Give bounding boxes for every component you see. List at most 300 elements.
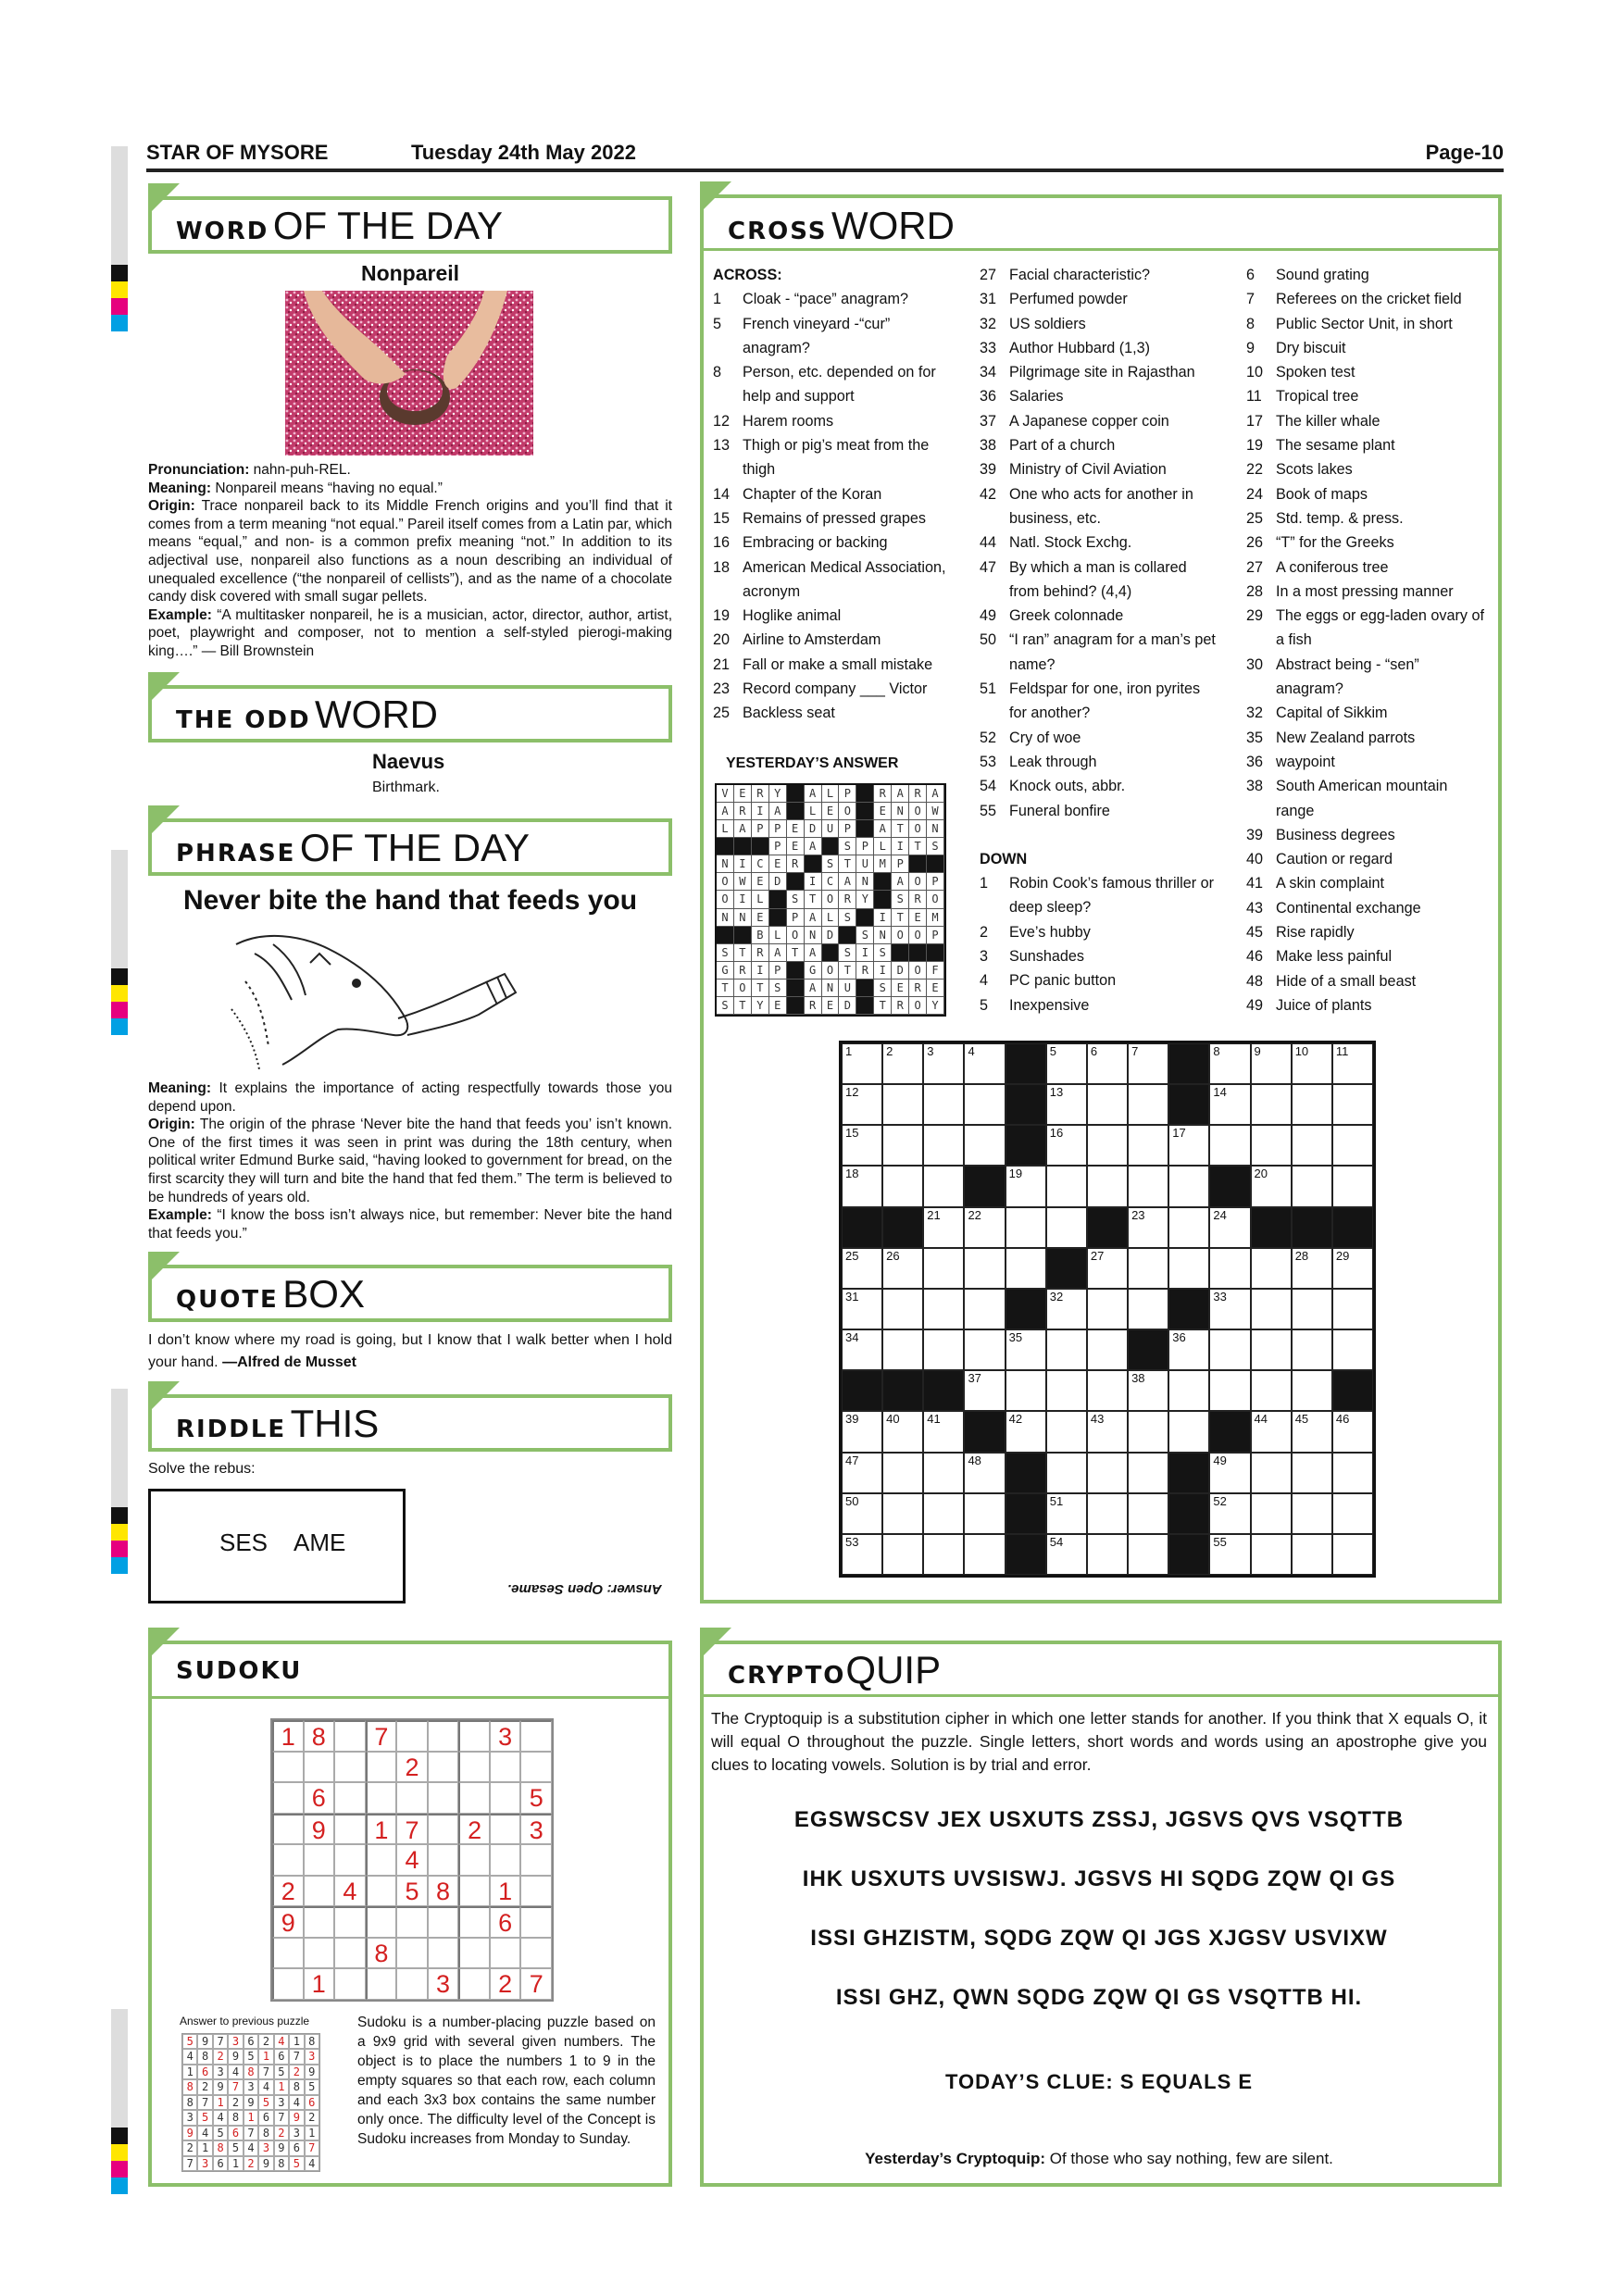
crossword-cell[interactable] xyxy=(964,1493,1005,1534)
crossword-cell[interactable] xyxy=(923,1084,964,1125)
answer-cell: E xyxy=(734,785,752,803)
sudoku-cell[interactable] xyxy=(458,1782,490,1814)
sudoku-cell[interactable] xyxy=(428,1938,459,1969)
crossword-cell[interactable] xyxy=(1292,1166,1332,1206)
answer-cell: I xyxy=(734,891,752,908)
crossword-cell[interactable]: 19 xyxy=(1006,1166,1046,1206)
sudoku-cell[interactable]: 3 xyxy=(490,1720,521,1752)
sudoku-cell[interactable] xyxy=(458,1720,490,1752)
crossword-cell[interactable]: 28 xyxy=(1292,1248,1332,1289)
crossword-cell[interactable]: 48 xyxy=(964,1453,1005,1493)
crossword-cell[interactable] xyxy=(1332,1125,1373,1166)
answer-cell: 3 xyxy=(258,2140,273,2155)
sudoku-cell[interactable]: 1 xyxy=(490,1876,521,1907)
crossword-cell[interactable] xyxy=(1087,1453,1128,1493)
sudoku-cell[interactable] xyxy=(490,1844,521,1876)
clue-text: Remains of pressed grapes xyxy=(743,509,926,527)
sudoku-cell[interactable] xyxy=(520,1906,552,1938)
crossword-cell[interactable] xyxy=(882,1329,923,1370)
answer-cell: P xyxy=(752,820,769,838)
sudoku-cell[interactable]: 3 xyxy=(520,1814,552,1845)
sudoku-cell[interactable]: 8 xyxy=(366,1938,397,1969)
sudoku-cell[interactable] xyxy=(304,1752,335,1783)
answer-cell: 3 xyxy=(274,2095,289,2110)
crossword-cell[interactable]: 36 xyxy=(1168,1329,1209,1370)
crossword-cell[interactable]: 38 xyxy=(1128,1370,1168,1411)
sudoku-cell[interactable] xyxy=(396,1968,428,2000)
sudoku-cell[interactable] xyxy=(520,1844,552,1876)
crossword-cell[interactable] xyxy=(1087,1370,1128,1411)
answer-cell: S xyxy=(839,909,856,927)
sudoku-cell[interactable]: 9 xyxy=(304,1814,335,1845)
answer-cell: 7 xyxy=(228,2079,243,2094)
clue-number: 1 xyxy=(980,875,989,892)
sudoku-cell[interactable] xyxy=(272,1814,304,1845)
clue-item xyxy=(980,677,1217,726)
sudoku-cell[interactable]: 3 xyxy=(428,1968,459,2000)
crossword-cell[interactable] xyxy=(1168,1248,1209,1289)
crossword-cell[interactable] xyxy=(1332,1453,1373,1493)
crossword-cell[interactable] xyxy=(882,1453,923,1493)
sudoku-cell[interactable]: 2 xyxy=(272,1876,304,1907)
black-square xyxy=(1006,1125,1046,1166)
crossword-cell[interactable] xyxy=(1209,1125,1250,1166)
crossword-cell[interactable] xyxy=(923,1166,964,1206)
crossword-cell[interactable] xyxy=(923,1329,964,1370)
sudoku-cell[interactable]: 1 xyxy=(366,1814,397,1845)
crossword-cell[interactable] xyxy=(923,1453,964,1493)
crossword-cell[interactable] xyxy=(1292,1453,1332,1493)
sudoku-cell[interactable] xyxy=(366,1876,397,1907)
crossword-cell[interactable] xyxy=(1128,1166,1168,1206)
answer-cell: 2 xyxy=(197,2079,212,2094)
crossword-cell[interactable] xyxy=(1087,1125,1128,1166)
crossword-cell[interactable]: 17 xyxy=(1168,1125,1209,1166)
sudoku-cell[interactable] xyxy=(366,1968,397,2000)
answer-cell: 8 xyxy=(182,2079,197,2094)
answer-cell: 7 xyxy=(305,2140,319,2155)
crossword-cell[interactable] xyxy=(1046,1453,1087,1493)
crossword-cell[interactable] xyxy=(923,1289,964,1329)
crossword-cell[interactable]: 13 xyxy=(1046,1084,1087,1125)
answer-cell: 2 xyxy=(258,2034,273,2049)
sudoku-cell[interactable] xyxy=(490,1782,521,1814)
answer-cell: E xyxy=(752,909,769,927)
sudoku-cell[interactable] xyxy=(396,1782,428,1814)
crossword-cell[interactable] xyxy=(1251,1493,1292,1534)
clue-item xyxy=(980,555,1217,605)
sudoku-cell[interactable]: 2 xyxy=(396,1752,428,1783)
sudoku-cell[interactable] xyxy=(334,1968,366,2000)
crossword-cell[interactable]: 46 xyxy=(1332,1411,1373,1452)
sudoku-cell[interactable]: 7 xyxy=(396,1814,428,1845)
crossword-cell[interactable] xyxy=(1332,1329,1373,1370)
crossword-cell[interactable]: 16 xyxy=(1046,1125,1087,1166)
crossword-cell[interactable]: 25 xyxy=(842,1248,882,1289)
sudoku-cell[interactable] xyxy=(490,1752,521,1783)
crossword-cell[interactable] xyxy=(1128,1084,1168,1125)
sudoku-cell[interactable] xyxy=(304,1938,335,1969)
sudoku-cell[interactable] xyxy=(428,1844,459,1876)
clue-number: 11 xyxy=(1246,388,1262,406)
sudoku-cell[interactable] xyxy=(272,1938,304,1969)
crossword-cell[interactable] xyxy=(1292,1534,1332,1575)
crossword-cell[interactable] xyxy=(964,1289,1005,1329)
sudoku-cell[interactable]: 5 xyxy=(396,1876,428,1907)
crossword-cell[interactable]: 12 xyxy=(842,1084,882,1125)
sudoku-cell[interactable]: 4 xyxy=(396,1844,428,1876)
crossword-cell[interactable] xyxy=(882,1493,923,1534)
crossword-cell[interactable] xyxy=(1087,1534,1128,1575)
answer-cell: 2 xyxy=(182,2140,197,2155)
crossword-cell[interactable] xyxy=(964,1248,1005,1289)
answer-cell: O xyxy=(909,997,927,1015)
crossword-cell[interactable]: 11 xyxy=(1332,1043,1373,1084)
registration-strip xyxy=(111,2009,128,2194)
clue-text: Fall or make a small mistake xyxy=(743,655,933,673)
sudoku-cell[interactable] xyxy=(428,1814,459,1845)
crossword-cell[interactable]: 14 xyxy=(1209,1084,1250,1125)
crossword-cell[interactable] xyxy=(1128,1411,1168,1452)
crossword-cell[interactable]: 5 xyxy=(1046,1043,1087,1084)
crossword-cell[interactable]: 51 xyxy=(1046,1493,1087,1534)
registration-strip xyxy=(111,850,128,1035)
tab-corner-icon xyxy=(148,183,180,215)
crossword-cell[interactable]: 50 xyxy=(842,1493,882,1534)
crossword-cell[interactable]: 2 xyxy=(882,1043,923,1084)
crossword-cell[interactable] xyxy=(882,1125,923,1166)
sudoku-cell[interactable] xyxy=(520,1938,552,1969)
answer-cell: R xyxy=(856,962,874,980)
sudoku-cell[interactable] xyxy=(458,1968,490,2000)
crossword-cell[interactable]: 22 xyxy=(964,1207,1005,1248)
sudoku-cell[interactable]: 9 xyxy=(272,1906,304,1938)
crossword-cell[interactable] xyxy=(1332,1289,1373,1329)
crossword-cell[interactable] xyxy=(1128,1125,1168,1166)
sudoku-cell[interactable]: 5 xyxy=(520,1782,552,1814)
crossword-cell[interactable] xyxy=(1087,1329,1128,1370)
phrase-heading: PHRASE OF THE DAY xyxy=(148,818,672,876)
crossword-cell[interactable] xyxy=(1209,1370,1250,1411)
sudoku-cell[interactable] xyxy=(458,1752,490,1783)
crossword-cell[interactable]: 26 xyxy=(882,1248,923,1289)
crossword-cell[interactable] xyxy=(1332,1166,1373,1206)
riddle-heading: RIDDLE THIS xyxy=(148,1394,672,1452)
crossword-cell[interactable] xyxy=(1251,1289,1292,1329)
crossword-cell[interactable] xyxy=(882,1166,923,1206)
black-square xyxy=(717,838,734,855)
crossword-cell[interactable]: 20 xyxy=(1251,1166,1292,1206)
crossword-cell[interactable]: 3 xyxy=(923,1043,964,1084)
sudoku-cell[interactable] xyxy=(428,1906,459,1938)
crossword-cell[interactable]: 37 xyxy=(964,1370,1005,1411)
crossword-cell[interactable] xyxy=(1046,1370,1087,1411)
sudoku-cell[interactable]: 2 xyxy=(458,1814,490,1845)
answer-cell: W xyxy=(927,803,944,820)
crossword-cell[interactable] xyxy=(1128,1493,1168,1534)
crossword-cell[interactable] xyxy=(1292,1084,1332,1125)
sudoku-cell[interactable]: 1 xyxy=(304,1968,335,2000)
answer-cell: 2 xyxy=(228,2095,243,2110)
odd-word-heading: THE ODD WORD xyxy=(148,685,672,742)
crossword-cell[interactable] xyxy=(1251,1453,1292,1493)
crossword-cell[interactable] xyxy=(1006,1248,1046,1289)
page-header xyxy=(146,139,1504,172)
answer-cell: 4 xyxy=(305,2156,319,2171)
sudoku-cell[interactable] xyxy=(428,1752,459,1783)
sudoku-cell[interactable] xyxy=(366,1782,397,1814)
sudoku-cell[interactable] xyxy=(334,1782,366,1814)
crossword-cell[interactable]: 39 xyxy=(842,1411,882,1452)
sudoku-cell[interactable] xyxy=(396,1720,428,1752)
sudoku-cell[interactable] xyxy=(428,1720,459,1752)
clue-number: 30 xyxy=(1246,655,1264,673)
answer-cell: 4 xyxy=(213,2110,228,2125)
sudoku-cell[interactable]: 6 xyxy=(304,1782,335,1814)
crossword-cell[interactable] xyxy=(1251,1248,1292,1289)
crossword-cell[interactable] xyxy=(1209,1248,1250,1289)
clue-number: 5 xyxy=(713,315,722,332)
crossword-cell[interactable] xyxy=(923,1493,964,1534)
crossword-cell[interactable] xyxy=(1087,1289,1128,1329)
crossword-cell[interactable]: 4 xyxy=(964,1043,1005,1084)
answer-cell: N xyxy=(822,980,840,997)
crossword-cell[interactable] xyxy=(964,1125,1005,1166)
crossword-cell[interactable] xyxy=(964,1534,1005,1575)
riddle-prompt: Solve the rebus: xyxy=(148,1461,256,1477)
sudoku-cell[interactable] xyxy=(366,1906,397,1938)
crossword-cell[interactable] xyxy=(882,1084,923,1125)
sudoku-cell[interactable]: 2 xyxy=(490,1968,521,2000)
crossword-cell[interactable]: 35 xyxy=(1006,1329,1046,1370)
cryptoquip-rule xyxy=(702,1694,1500,1697)
answer-cell: D xyxy=(769,873,787,891)
clue-text: Knock outs, abbr. xyxy=(1009,778,1126,795)
sudoku-cell[interactable] xyxy=(428,1782,459,1814)
clue-text: In a most pressing manner xyxy=(1276,582,1454,600)
crossword-cell[interactable] xyxy=(1046,1166,1087,1206)
crossword-cell[interactable]: 47 xyxy=(842,1453,882,1493)
sudoku-cell[interactable] xyxy=(304,1906,335,1938)
sudoku-cell[interactable] xyxy=(490,1814,521,1845)
black-square xyxy=(882,1207,923,1248)
crossword-cell[interactable] xyxy=(1168,1207,1209,1248)
sudoku-cell[interactable] xyxy=(490,1938,521,1969)
crossword-cell[interactable] xyxy=(1087,1166,1128,1206)
sudoku-cell[interactable] xyxy=(334,1752,366,1783)
answer-cell: A xyxy=(892,785,909,803)
crossword-cell[interactable]: 44 xyxy=(1251,1411,1292,1452)
clue-text: A skin complaint xyxy=(1276,875,1384,892)
crossword-cell[interactable] xyxy=(1292,1289,1332,1329)
crossword-cell[interactable]: 23 xyxy=(1128,1207,1168,1248)
crossword-cell[interactable] xyxy=(1332,1493,1373,1534)
crossword-cell[interactable] xyxy=(1046,1329,1087,1370)
sudoku-cell[interactable] xyxy=(520,1876,552,1907)
sudoku-cell[interactable] xyxy=(458,1876,490,1907)
crossword-cell[interactable]: 34 xyxy=(842,1329,882,1370)
sudoku-cell[interactable] xyxy=(520,1720,552,1752)
crossword-cell[interactable] xyxy=(1332,1084,1373,1125)
answer-cell: M xyxy=(927,909,944,927)
sudoku-cell[interactable]: 4 xyxy=(334,1876,366,1907)
crossword-cell[interactable]: 43 xyxy=(1087,1411,1128,1452)
answer-cell: P xyxy=(769,962,787,980)
sudoku-panel: SUDOKU xyxy=(148,1641,672,2187)
sudoku-cell[interactable] xyxy=(334,1906,366,1938)
answer-cell: 9 xyxy=(274,2140,289,2155)
crossword-cell[interactable] xyxy=(964,1084,1005,1125)
sudoku-cell[interactable] xyxy=(396,1906,428,1938)
sudoku-cell[interactable] xyxy=(272,1752,304,1783)
clue-item xyxy=(1246,944,1489,968)
previous-answer-label: Answer to previous puzzle xyxy=(180,2015,310,2028)
clue-text: Inexpensive xyxy=(1009,996,1090,1014)
crossword-cell[interactable]: 1 xyxy=(842,1043,882,1084)
clue-text: Part of a church xyxy=(1009,437,1116,455)
clue-item xyxy=(980,774,1217,798)
crossword-cell[interactable] xyxy=(1128,1534,1168,1575)
rebus-box xyxy=(148,1489,406,1603)
crossword-cell[interactable]: 41 xyxy=(923,1411,964,1452)
sudoku-cell[interactable] xyxy=(334,1814,366,1845)
sudoku-cell[interactable] xyxy=(304,1844,335,1876)
crossword-cell[interactable]: 49 xyxy=(1209,1453,1250,1493)
answer-cell: 7 xyxy=(289,2049,304,2064)
sudoku-cell[interactable] xyxy=(366,1844,397,1876)
clue-text: Author Hubbard (1,3) xyxy=(1009,339,1151,356)
clue-item xyxy=(1246,433,1489,457)
crossword-cell[interactable]: 29 xyxy=(1332,1248,1373,1289)
crossword-cell[interactable] xyxy=(1209,1329,1250,1370)
answer-cell: G xyxy=(717,962,734,980)
crossword-cell[interactable]: 10 xyxy=(1292,1043,1332,1084)
crossword-cell[interactable] xyxy=(1292,1125,1332,1166)
sudoku-cell[interactable]: 8 xyxy=(304,1720,335,1752)
clue-text: Backless seat xyxy=(743,705,835,722)
crossword-cell[interactable]: 9 xyxy=(1251,1043,1292,1084)
sudoku-cell[interactable] xyxy=(272,1782,304,1814)
sudoku-cell[interactable]: 7 xyxy=(366,1720,397,1752)
crossword-cell[interactable] xyxy=(1128,1453,1168,1493)
crossword-cell[interactable] xyxy=(1128,1248,1168,1289)
black-square xyxy=(1006,1289,1046,1329)
crossword-cell[interactable] xyxy=(1006,1207,1046,1248)
crossword-cell[interactable]: 55 xyxy=(1209,1534,1250,1575)
crossword-cell[interactable]: 54 xyxy=(1046,1534,1087,1575)
crossword-cell[interactable]: 7 xyxy=(1128,1043,1168,1084)
sudoku-cell[interactable] xyxy=(396,1938,428,1969)
sudoku-cell[interactable] xyxy=(272,1968,304,2000)
crossword-cell[interactable] xyxy=(1168,1370,1209,1411)
answer-cell: 1 xyxy=(244,2110,258,2125)
crossword-cell[interactable]: 32 xyxy=(1046,1289,1087,1329)
registration-strip xyxy=(111,146,128,331)
sudoku-cell[interactable] xyxy=(366,1752,397,1783)
crossword-cell[interactable] xyxy=(1168,1166,1209,1206)
answer-cell: 7 xyxy=(197,2095,212,2110)
sudoku-cell[interactable] xyxy=(304,1876,335,1907)
sudoku-cell[interactable]: 7 xyxy=(520,1968,552,2000)
answer-cell: E xyxy=(769,997,787,1015)
black-square xyxy=(842,1207,882,1248)
crossword-cell[interactable] xyxy=(964,1329,1005,1370)
crossword-cell[interactable] xyxy=(1128,1289,1168,1329)
crossword-cell[interactable] xyxy=(1087,1493,1128,1534)
answer-cell: 5 xyxy=(305,2079,319,2094)
crossword-cell[interactable] xyxy=(1251,1125,1292,1166)
crossword-cell[interactable]: 53 xyxy=(842,1534,882,1575)
crossword-cell[interactable] xyxy=(1332,1534,1373,1575)
crossword-cell[interactable]: 15 xyxy=(842,1125,882,1166)
crossword-cell[interactable]: 18 xyxy=(842,1166,882,1206)
crossword-cell[interactable]: 27 xyxy=(1087,1248,1128,1289)
crossword-cell[interactable]: 42 xyxy=(1006,1411,1046,1452)
crossword-cell[interactable]: 52 xyxy=(1209,1493,1250,1534)
answer-cell: 8 xyxy=(182,2095,197,2110)
black-square xyxy=(856,785,874,803)
sudoku-cell[interactable]: 1 xyxy=(272,1720,304,1752)
crossword-cell[interactable] xyxy=(923,1534,964,1575)
crossword-cell[interactable] xyxy=(1046,1207,1087,1248)
crossword-cell[interactable] xyxy=(1046,1411,1087,1452)
crossword-cell[interactable]: 21 xyxy=(923,1207,964,1248)
crossword-cell[interactable] xyxy=(923,1248,964,1289)
crossword-cell[interactable] xyxy=(1251,1084,1292,1125)
crossword-cell[interactable]: 31 xyxy=(842,1289,882,1329)
crossword-cell[interactable] xyxy=(1251,1534,1292,1575)
crossword-cell[interactable] xyxy=(1292,1370,1332,1411)
sudoku-cell[interactable] xyxy=(458,1844,490,1876)
clue-number: 31 xyxy=(980,291,997,308)
sudoku-cell[interactable] xyxy=(458,1938,490,1969)
sudoku-cell[interactable] xyxy=(334,1720,366,1752)
answer-cell: T xyxy=(909,838,927,855)
sudoku-cell[interactable] xyxy=(520,1752,552,1783)
answer-cell: R xyxy=(805,997,822,1015)
clue-number: 32 xyxy=(980,315,997,332)
crossword-cell[interactable]: 33 xyxy=(1209,1289,1250,1329)
black-square xyxy=(1168,1289,1209,1329)
crossword-cell[interactable] xyxy=(882,1289,923,1329)
clue-text: Dry biscuit xyxy=(1276,339,1346,356)
crossword-cell[interactable] xyxy=(1292,1493,1332,1534)
crossword-cell[interactable] xyxy=(1251,1370,1292,1411)
crossword-cell[interactable]: 45 xyxy=(1292,1411,1332,1452)
crossword-cell[interactable]: 6 xyxy=(1087,1043,1128,1084)
sudoku-cell[interactable] xyxy=(334,1844,366,1876)
answer-cell: O xyxy=(909,927,927,944)
crossword-cell[interactable] xyxy=(882,1534,923,1575)
answer-cell: 9 xyxy=(305,2065,319,2079)
crossword-cell[interactable]: 24 xyxy=(1209,1207,1250,1248)
sudoku-cell[interactable] xyxy=(334,1938,366,1969)
crossword-cell[interactable]: 8 xyxy=(1209,1043,1250,1084)
sudoku-cell[interactable]: 6 xyxy=(490,1906,521,1938)
crossword-cell[interactable] xyxy=(1292,1329,1332,1370)
sudoku-cell[interactable] xyxy=(458,1906,490,1938)
crossword-cell[interactable] xyxy=(1251,1329,1292,1370)
crossword-cell[interactable] xyxy=(1168,1411,1209,1452)
sudoku-cell[interactable] xyxy=(272,1844,304,1876)
answer-cell: S xyxy=(769,980,787,997)
crossword-grid xyxy=(839,1041,1376,1578)
crossword-cell[interactable] xyxy=(1087,1084,1128,1125)
crossword-cell[interactable] xyxy=(923,1125,964,1166)
crossword-cell[interactable] xyxy=(1006,1370,1046,1411)
sudoku-cell[interactable]: 8 xyxy=(428,1876,459,1907)
crossword-cell[interactable]: 40 xyxy=(882,1411,923,1452)
